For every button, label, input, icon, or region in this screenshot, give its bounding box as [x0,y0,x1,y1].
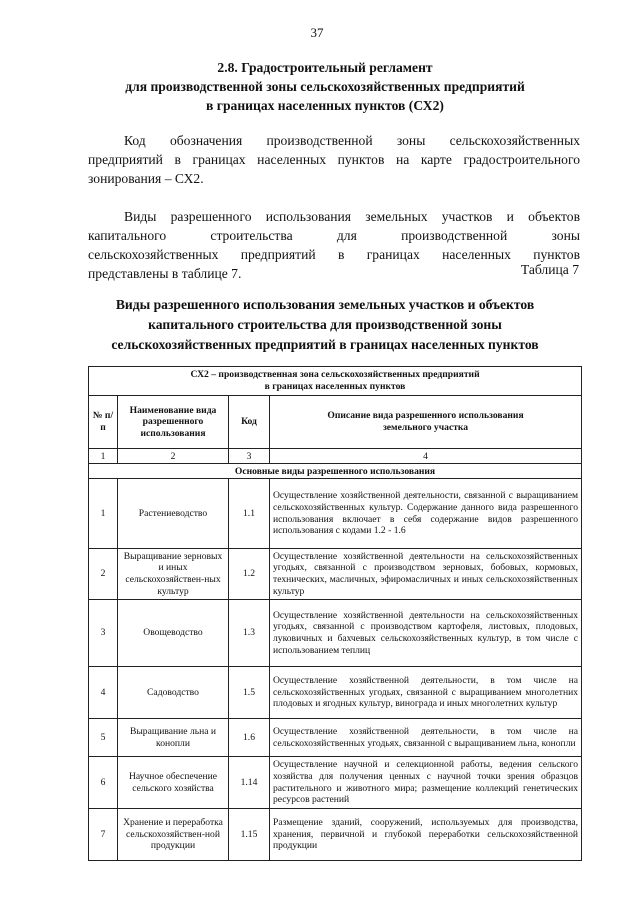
table-row [89,719,582,757]
row-code: 1.5 [229,667,270,719]
header-num: № п/п [89,396,118,449]
paragraph-line: зонирования – СХ2. [88,171,204,186]
row-num: 4 [89,667,118,719]
row-desc: Размещение зданий, сооружений, используемых для производства, хранения, первичной и глубокой переработки сельскохозяйственной продукции [270,809,582,861]
table-row [89,549,582,600]
row-desc: Осуществление хозяйственной деятельности на сельскохозяйственных угодьях, связанной с производством зерновых, бобовых, кормовых, технических, масличных, эфиромасличных и иных сельскохозяйственных культур [270,549,582,600]
zone-title-line: в границах населенных пунктов [264,381,406,392]
table-row [89,479,582,549]
column-number: 3 [229,449,270,464]
row-code: 1.3 [229,600,270,667]
row-desc: Осуществление хозяйственной деятельности, в том числе на сельскохозяйственных угодьях, связанной с выращиванием льна, конопли [270,719,582,757]
row-name: Растениеводство [118,479,229,549]
zone-title-cell [89,367,582,396]
section-heading [60,58,590,115]
section-heading-line: в границах населенных пунктов (СХ2) [206,98,444,113]
paragraph-permitted-uses [88,207,580,283]
table-title-line: капитального строительства для производственной зоны [148,317,502,332]
section-title: Основные виды разрешенного использования [89,464,582,479]
row-num: 6 [89,757,118,809]
table-title [60,295,590,355]
row-code: 1.14 [229,757,270,809]
header-name: Наименование вида разрешенного использования [118,396,229,449]
section-heading-line: 2.8. Градостроительный регламент [217,60,433,75]
row-num: 5 [89,719,118,757]
row-code: 1.2 [229,549,270,600]
header-code: Код [229,396,270,449]
column-numbers-row [89,449,582,464]
row-desc: Осуществление хозяйственной деятельности, в том числе на сельскохозяйственных угодьях, связанной с выращиванием многолетних плодовых и ягодных культур, винограда и иных многолетних культур [270,667,582,719]
header-desc: Описание вида разрешенного использования земельного участка [270,396,582,449]
row-code: 1.6 [229,719,270,757]
row-name: Выращивание льна и конопли [118,719,229,757]
row-name: Научное обеспечение сельского хозяйства [118,757,229,809]
zone-title-line: СХ2 – производственная зона сельскохозяйственных предприятий [190,369,480,381]
row-name: Хранение и переработка сельскохозяйствен-ной продукции [118,809,229,861]
paragraph-line: сельскохозяйственных предприятий в границах населенных пунктов [88,247,580,262]
paragraph-line: представлены в таблице 7. [88,266,242,281]
table-header-row [89,396,582,449]
row-desc: Осуществление научной и селекционной работы, ведения сельского хозяйства для получения ценных с научной точки зрения образцов растительного и животного мира; размещение коллекций генетических ресурсов растений [270,757,582,809]
paragraph-line: капитального строительства для производственной зоны [88,228,580,243]
permitted-uses-table [88,366,582,861]
column-number: 4 [270,449,582,464]
paragraph-line: Виды разрешенного использования земельных участков и объектов [124,209,580,224]
row-code: 1.15 [229,809,270,861]
row-name: Овощеводство [118,600,229,667]
paragraph-line: предприятий в границах населенных пунктов на карте градостроительного [88,152,580,167]
table-row [89,809,582,861]
table-row [89,667,582,719]
section-row [89,464,582,479]
table-label: Таблица 7 [520,262,579,277]
table-row [89,600,582,667]
row-desc: Осуществление хозяйственной деятельности на сельскохозяйственных угодьях, связанной с производством картофеля, листовых, плодовых, луковичных и бахчевых сельскохозяйственных культур, в том числе с использованием теплиц [270,600,582,667]
paragraph-line: Код обозначения производственной зоны сельскохозяйственных [124,133,580,148]
table-title-line: Виды разрешенного использования земельных участков и объектов [115,297,535,312]
section-heading-line: для производственной зоны сельскохозяйственных предприятий [125,79,525,94]
row-name: Садоводство [118,667,229,719]
row-num: 3 [89,600,118,667]
row-desc: Осуществление хозяйственной деятельности, связанной с выращиванием сельскохозяйственных культур. Содержание данного вида разрешенного использования включает в себя содержание видов разрешенного использования с кодами 1.2 - 1.6 [270,479,582,549]
table-title-line: сельскохозяйственных предприятий в границах населенных пунктов [111,337,539,352]
column-number: 1 [89,449,118,464]
row-code: 1.1 [229,479,270,549]
page-number: 37 [310,25,324,40]
column-number: 2 [118,449,229,464]
table-row [89,757,582,809]
row-num: 7 [89,809,118,861]
row-name: Выращивание зерновых и иных сельскохозяйствен-ных культур [118,549,229,600]
paragraph-zone-code [88,131,580,188]
row-num: 2 [89,549,118,600]
row-num: 1 [89,479,118,549]
